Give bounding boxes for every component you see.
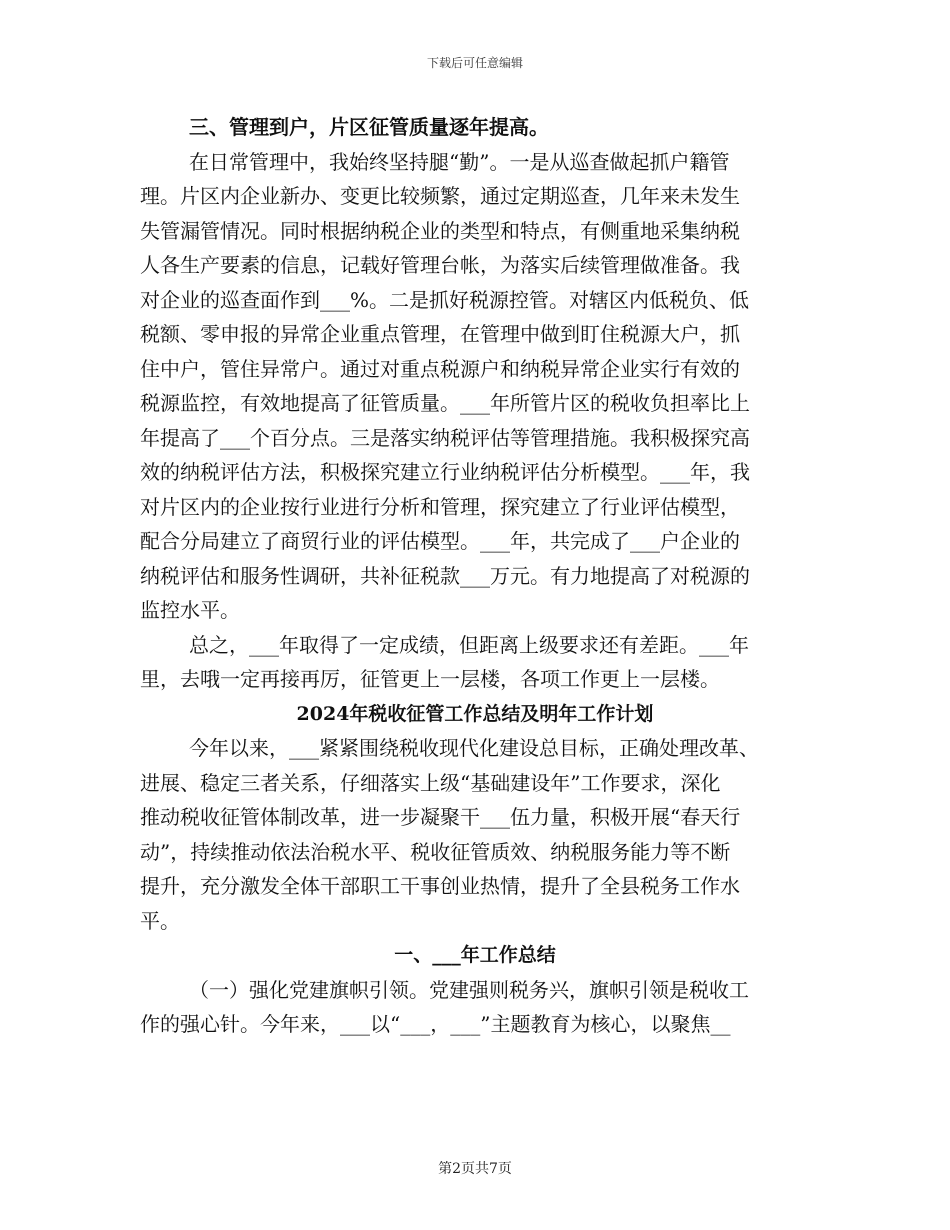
text-line: 纳税评估和服务性调研，共补征税款___万元。有力地提高了对税源的 [140,563,750,588]
text-line: 平。 [140,908,180,933]
section-title: 2024年税收征管工作总结及明年工作计划 [296,702,654,725]
text-line: 配合分局建立了商贸行业的评估模型。___年，共完成了___户企业的 [140,529,740,553]
text-line: 对片区内的企业按行业进行分析和管理，探究建立了行业评估模型， [140,494,740,519]
text-line: 年提高了___个百分点。三是落实纳税评估等管理措施。我积极探究高 [140,425,750,450]
text-line: 人各生产要素的信息，记载好管理台帐，为落实后续管理做准备。我 [140,253,740,277]
text-line: 总之，___年取得了一定成绩，但距离上级要求还有差距。___年 [189,632,749,657]
document-body [140,110,810,1042]
text-line: 动”，持续推动依法治税水平、税收征管质效、纳税服务能力等不断 [140,839,731,864]
page-header-note: 下载后可任意编辑 [426,56,523,70]
text-line: 税源监控，有效地提高了征管质量。___年所管片区的税收负担率比上 [140,391,750,415]
text-line: 对企业的巡查面作到___%。二是抓好税源控管。对辖区内低税负、低 [140,287,750,312]
text-line: 三、管理到户，片区征管质量逐年提高。 [189,115,549,139]
text-line: 在日常管理中，我始终坚持腿“勤”。一是从巡查做起抓户籍管 [189,149,730,174]
section-heading: 一、___年工作总结 [394,944,556,966]
text-line: （一）强化党建旗帜引领。党建强则税务兴，旗帜引领是税收工 [189,977,749,1002]
text-line: 作的强心针。今年来，___以“___，___”主题教育为核心，以聚焦__ [140,1012,731,1036]
text-line: 今年以来，___紧紧围绕税收现代化建设总目标，正确处理改革、 [189,736,759,760]
text-line: 监控水平。 [140,598,240,622]
text-line: 推动税收征管体制改革，进一步凝聚干___伍力量，积极开展“春天行 [140,805,741,829]
text-line: 失管漏管情况。同时根据纳税企业的类型和特点，有侧重地采集纳税 [140,218,740,243]
text-line: 提升，充分激发全体干部职工干事创业热情，提升了全县税务工作水 [140,874,740,898]
text-line: 理。片区内企业新办、变更比较频繁，通过定期巡查，几年来未发生 [140,184,740,208]
page-number: 第2页共7页 [438,1161,512,1177]
text-line: 住中户，管住异常户。通过对重点税源户和纳税异常企业实行有效的 [140,356,740,381]
text-line: 税额、零申报的异常企业重点管理，在管理中做到盯住税源大户，抓 [140,322,740,346]
text-line: 进展、稳定三者关系，仔细落实上级“基础建设年”工作要求，深化 [140,770,721,795]
text-line: 效的纳税评估方法，积极探究建立行业纳税评估分析模型。___年，我 [140,460,750,484]
text-line: 里，去哦一定再接再厉，征管更上一层楼，各项工作更上一层楼。 [140,667,720,691]
